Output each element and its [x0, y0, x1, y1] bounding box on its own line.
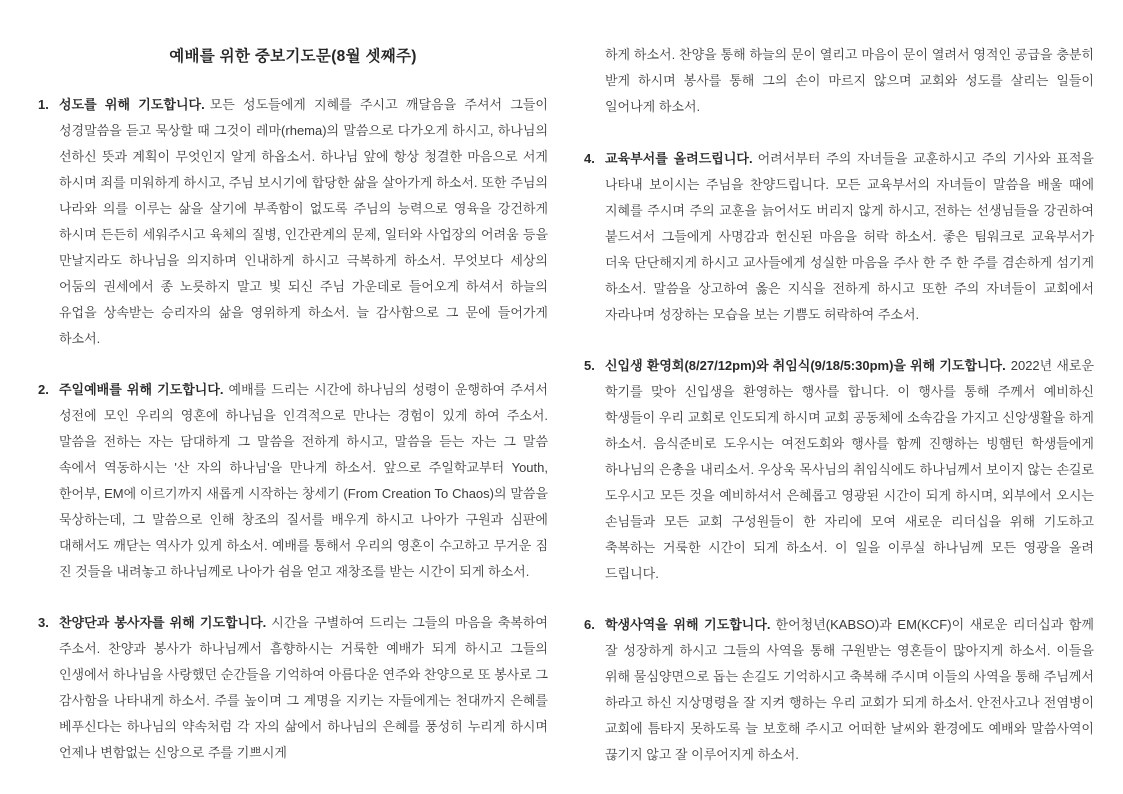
item-text	[59, 92, 548, 352]
prayer-item-5	[584, 353, 1094, 587]
item-heading: 주일예배를 위해 기도합니다.	[59, 382, 224, 397]
prayer-item-2	[38, 377, 548, 585]
item-body: 모든 성도들에게 지혜를 주시고 깨달음을 주셔서 그들이 성경말씀을 듣고 묵상할 때 그것이 레마(rhema)의 말씀으로 다가오게 하시고, 하나님의 선하신 뜻과 계획이 무엇인지 알게 하옵소서. 하나님 앞에 항상 청결한 마음으로 서게 하시며 죄를 미워하게 하시고, 주님 보시기에 합당한 삶을 살아가게 하소서. 또한 주님의 나라와 의를 이루는 삶을 살기에 부족함이 없도록 주님의 능력으로 영육을 강건하게 하시며 든든히 세워주시고 육체의 질병, 인간관계의 문제, 일터와 사업장의 어려움 등을 만날지라도 하나님을 의지하며 인내하게 하시고 극복하게 하소서. 무엇보다 세상의 어둠의 권세에서 종 노릇하지 말고 빛 되신 주님 가운데로 들어오게 하셔서 하늘의 유업을 상속받는 승리자의 삶을 영위하게 하소서. 늘 감사함으로 그 문에 들어가게 하소서.	[59, 97, 548, 346]
right-column	[584, 42, 1094, 793]
item-heading: 학생사역을 위해 기도합니다.	[605, 617, 771, 632]
item-number: 4.	[584, 151, 595, 166]
item-heading: 성도를 위해 기도합니다.	[59, 97, 205, 112]
item-body: 어려서부터 주의 자녀들을 교훈하시고 주의 기사와 표적을 나타내 보이시는 주님을 찬양드립니다. 모든 교육부서의 자녀들이 말씀을 배울 때에 지혜를 주시며 주의 교훈을 늙어서도 버리지 않게 하시고, 전하는 선생님들을 강권하여 붙드셔서 그들에게 사명감과 헌신된 마음을 허락 하소서. 좋은 팀워크로 교육부서가 더욱 단단해지게 하시고 교사들에게 성실한 마음을 주사 한 주 한 주를 겸손하게 섬기게 하소서. 말씀을 상고하여 옳은 지식을 전하게 하시고 또한 주의 자녀들이 교회에서 자라나며 성장하는 모습을 보는 기쁨도 허락하여 주소서.	[605, 151, 1094, 322]
item-heading: 신입생 환영회(8/27/12pm)와 취임식(9/18/5:30pm)을 위해 기도합니다.	[605, 358, 1006, 373]
item-text	[605, 353, 1094, 587]
prayer-item-3	[38, 610, 548, 766]
left-column	[38, 42, 548, 793]
continuation-paragraph: 하게 하소서. 찬양을 통해 하늘의 문이 열리고 마음이 문이 열려서 영적인 공급을 충분히 받게 하시며 봉사를 통해 그의 손이 마르지 않으며 교회와 성도를 살리는 일들이 일어나게 하소서.	[605, 47, 1094, 114]
item-text	[605, 146, 1094, 328]
item-number: 3.	[38, 615, 49, 630]
item-number: 6.	[584, 617, 595, 632]
page-title: 예배를 위한 중보기도문(8월 셋째주)	[169, 48, 417, 65]
prayer-item-6	[584, 612, 1094, 768]
prayer-item-1	[38, 92, 548, 352]
item-body: 예배를 드리는 시간에 하나님의 성령이 운행하여 주셔서 성전에 모인 우리의 영혼에 하나님을 인격적으로 만나는 경험이 있게 하여 주소서. 말씀을 전하는 자는 담대하게 그 말씀을 전하게 하시고, 말씀을 듣는 자는 그 말씀 속에서 역동하시는 '산 자의 하나님'을 만나게 하소서. 앞으로 주일학교부터 Youth, 한어부, EM에 이르기까지 새롭게 시작하는 창세기 (From Creation To Chaos)의 말씀을 묵상하는데, 그 말씀으로 인해 창조의 질서를 배우게 하시고 나아가 구원과 심판에 대해서도 깨닫는 역사가 있게 하소서. 예배를 통해서 우리의 영혼이 수고하고 무거운 짐 진 것들을 내려놓고 하나님께로 나아가 쉼을 얻고 재창조를 받는 시간이 되게 하소서.	[59, 382, 548, 579]
item-heading: 찬양단과 봉사자를 위해 기도합니다.	[59, 615, 267, 630]
item-number: 5.	[584, 358, 595, 373]
prayer-item-4	[584, 146, 1094, 328]
item-text	[59, 377, 548, 585]
item-body: 한어청년(KABSO)과 EM(KCF)이 새로운 리더십과 함께 잘 성장하게 하시고 그들의 사역을 통해 구원받는 영혼들이 많아지게 하소서. 이들을 위해 물심양면으로 돕는 손길도 기억하시고 축복해 주시며 이들의 사역을 통해 주님께서 하라고 하신 지상명령을 잘 지켜 행하는 우리 교회가 되게 하소서. 안전사고나 전염병이 교회에 틈타지 못하도록 늘 보호해 주시고 어떠한 날씨와 환경에도 예배와 말씀사역이 끊기지 않고 잘 이루어지게 하소서.	[605, 617, 1094, 762]
item-number: 2.	[38, 382, 49, 397]
item-body: 2022년 새로운 학기를 맞아 신입생을 환영하는 행사를 합니다. 이 행사를 통해 주께서 예비하신 학생들이 우리 교회로 인도되게 하시며 교회 공동체에 소속감을 가지고 신앙생활을 하게 하소서. 음식준비로 도우시는 여전도회와 행사를 함께 진행하는 빙햄턴 학생들에게 하나님의 은총을 내리소서. 우상욱 목사님의 취임식에도 하나님께서 보이지 않는 손길로 도우시고 모든 것을 예비하셔서 은혜롭고 영광된 시간이 되게 하시며, 외부에서 오시는 손님들과 모든 교회 구성원들이 한 자리에 모여 새로운 리더십을 위해 기도하고 축복하는 거룩한 시간이 되게 하소서. 이 일을 이루실 하나님께 모든 영광을 올려 드립니다.	[605, 358, 1094, 581]
item-text	[59, 610, 548, 766]
item-text	[605, 612, 1094, 768]
item-number: 1.	[38, 97, 49, 112]
item-heading: 교육부서를 올려드립니다.	[605, 151, 753, 166]
item-body: 시간을 구별하여 드리는 그들의 마음을 축복하여 주소서. 찬양과 봉사가 하나님께서 흠향하시는 거룩한 예배가 되게 하시고 그들의 인생에서 하나님을 사랑했던 순간들을 기억하여 아름다운 연주와 찬양으로 또 봉사로 그 감사함을 나타내게 하소서. 주를 높이며 그 계명을 지키는 자들에게는 천대까지 은혜를 베푸신다는 하나님의 약속처럼 각 자의 삶에서 하나님의 은혜를 풍성히 누리게 하시며 언제나 변함없는 신앙으로 주를 기쁘시게	[59, 615, 548, 760]
